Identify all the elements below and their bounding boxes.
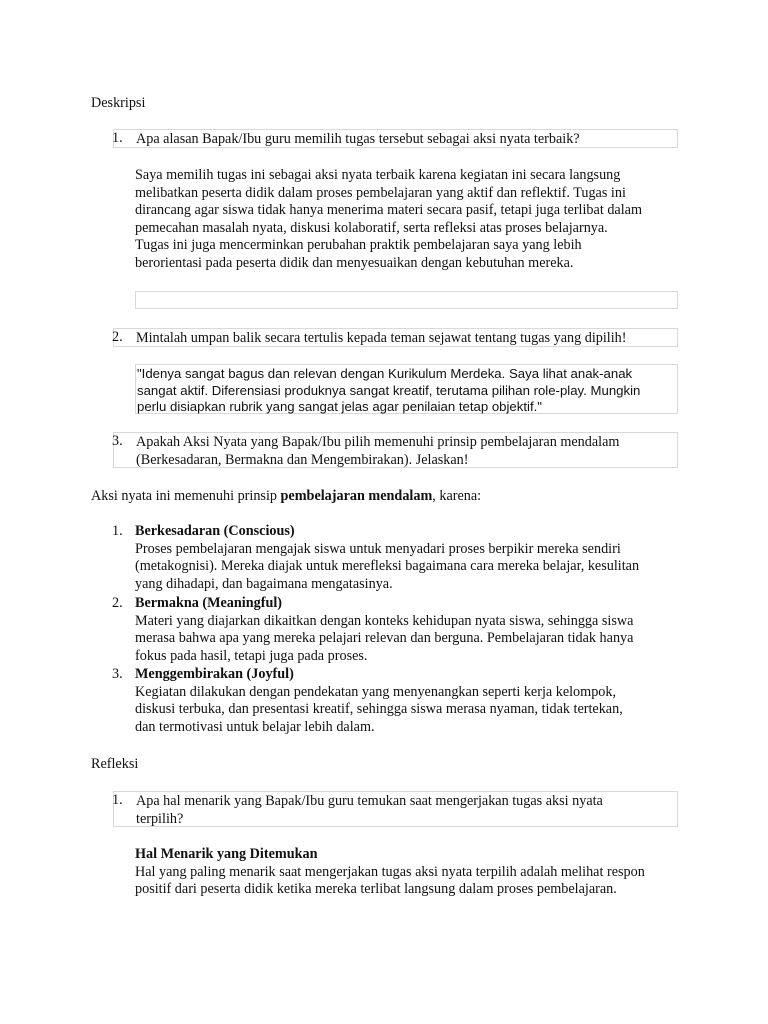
section-heading-refleksi: Refleksi [91,756,139,772]
principle-1 [135,523,680,593]
feedback-line: "Idenya sangat bagus dan relevan dengan Kurikulum Merdeka. Saya lihat anak-anak [137,366,633,381]
answer-1-line: melibatkan peserta didik dalam proses pembelajaran yang aktif dan reflektif. Tugas ini [135,184,626,201]
reflection-question-1-text [114,792,677,828]
principle-3 [135,666,680,736]
feedback-line: sangat aktif. Diferensiasi produknya sangat kreatif, terutama pilihan role-play. Mungkin [137,382,641,398]
reflection-subheading: Hal Menarik yang Ditemukan [135,846,318,862]
intro-bold-text: pembelajaran mendalam [280,488,433,504]
principle-3-number: 3. [112,666,123,682]
question-3-text [114,433,677,469]
question-1-text: Apa alasan Bapak/Ibu guru memilih tugas tersebut sebagai aksi nyata terbaik? [136,131,580,147]
intro-text: Aksi nyata ini memenuhi prinsip [91,488,281,504]
peer-feedback-box[interactable] [135,364,678,414]
question-2-text: Mintalah umpan balik secara tertulis kepada teman sejawat tentang tugas yang dipilih! [136,330,627,346]
question-1-number: 1. [112,130,123,146]
reflection-question-1-number: 1. [112,792,123,808]
principle-line: Proses pembelajaran mengajak siswa untuk menyadari proses berpikir mereka sendiri [135,540,621,557]
question-1-box[interactable] [113,129,678,148]
principle-2-title: Bermakna (Meaningful) [135,595,282,611]
principle-3-title: Menggembirakan (Joyful) [135,666,294,682]
question-3-line: Apakah Aksi Nyata yang Bapak/Ibu pilih memenuhi prinsip pembelajaran mendalam [136,434,620,450]
principle-1-title: Berkesadaran (Conscious) [135,523,295,539]
answer-1-line: Tugas ini juga mencerminkan perubahan praktik pembelajaran saya yang lebih [135,237,582,254]
section-heading-deskripsi: Deskripsi [91,95,146,111]
reflection-question-line: Apa hal menarik yang Bapak/Ibu guru temukan saat mengerjakan tugas aksi nyata [136,793,603,809]
principle-2-number: 2. [112,595,123,611]
principle-line: yang dihadapi, dan bagaimana mengatasinya. [135,575,393,592]
question-3-number: 3. [112,433,123,449]
principle-line: merasa bahwa apa yang mereka pelajari relevan dan berguna. Pembelajaran tidak hanya [135,630,634,647]
principle-line: Kegiatan dilakukan dengan pendekatan yang menyenangkan seperti kerja kelompok, [135,683,617,700]
question-2-box[interactable] [113,328,678,347]
intro-paragraph [91,488,481,506]
reflection-question-1-box[interactable] [113,791,678,827]
principle-line: fokus pada hasil, tetapi juga pada proses. [135,647,368,664]
answer-1-line: Saya memilih tugas ini sebagai aksi nyata terbaik karena kegiatan ini secara langsung [135,167,621,183]
principle-1-number: 1. [112,523,123,539]
reflection-answer-1 [135,846,680,899]
principle-line: (metakognisi). Mereka diajak untuk merefleksi bagaimana cara mereka belajar, kesulitan [135,558,640,575]
question-3-line: (Berkesadaran, Bermakna dan Mengembirakan). Jelaskan! [136,451,469,468]
question-3-box[interactable] [113,432,678,468]
answer-1-line: dirancang agar siswa tidak hanya menerima materi secara pasif, tetapi juga terlibat dalam [135,202,642,219]
answer-1-line: pemecahan masalah nyata, diskusi kolaboratif, serta refleksi atas proses belajarnya. [135,219,608,236]
question-2-number: 2. [112,329,123,345]
reflection-answer-line: positif dari peserta didik ketika mereka terlibat langsung dalam proses pembelajaran. [135,881,617,898]
feedback-line: perlu disiapkan rubrik yang sangat jelas agar penilaian tetap objektif." [137,399,542,414]
reflection-question-line: terpilih? [136,810,184,827]
answer-1 [135,167,680,273]
empty-answer-field[interactable] [135,291,678,309]
principle-2 [135,595,680,665]
principle-line: Materi yang diajarkan dikaitkan dengan konteks kehidupan nyata siswa, sehingga siswa [135,612,634,629]
answer-1-line: berorientasi pada peserta didik dan menyesuaikan dengan kebutuhan mereka. [135,254,574,271]
intro-text-end: , karena: [432,488,482,504]
principle-line: diskusi terbuka, dan presentasi kreatif, sehingga siswa merasa nyaman, tidak tertekan, [135,701,623,718]
principle-line: dan termotivasi untuk belajar lebih dalam. [135,718,375,735]
reflection-answer-line: Hal yang paling menarik saat mengerjakan tugas aksi nyata terpilih adalah melihat respon [135,863,645,880]
